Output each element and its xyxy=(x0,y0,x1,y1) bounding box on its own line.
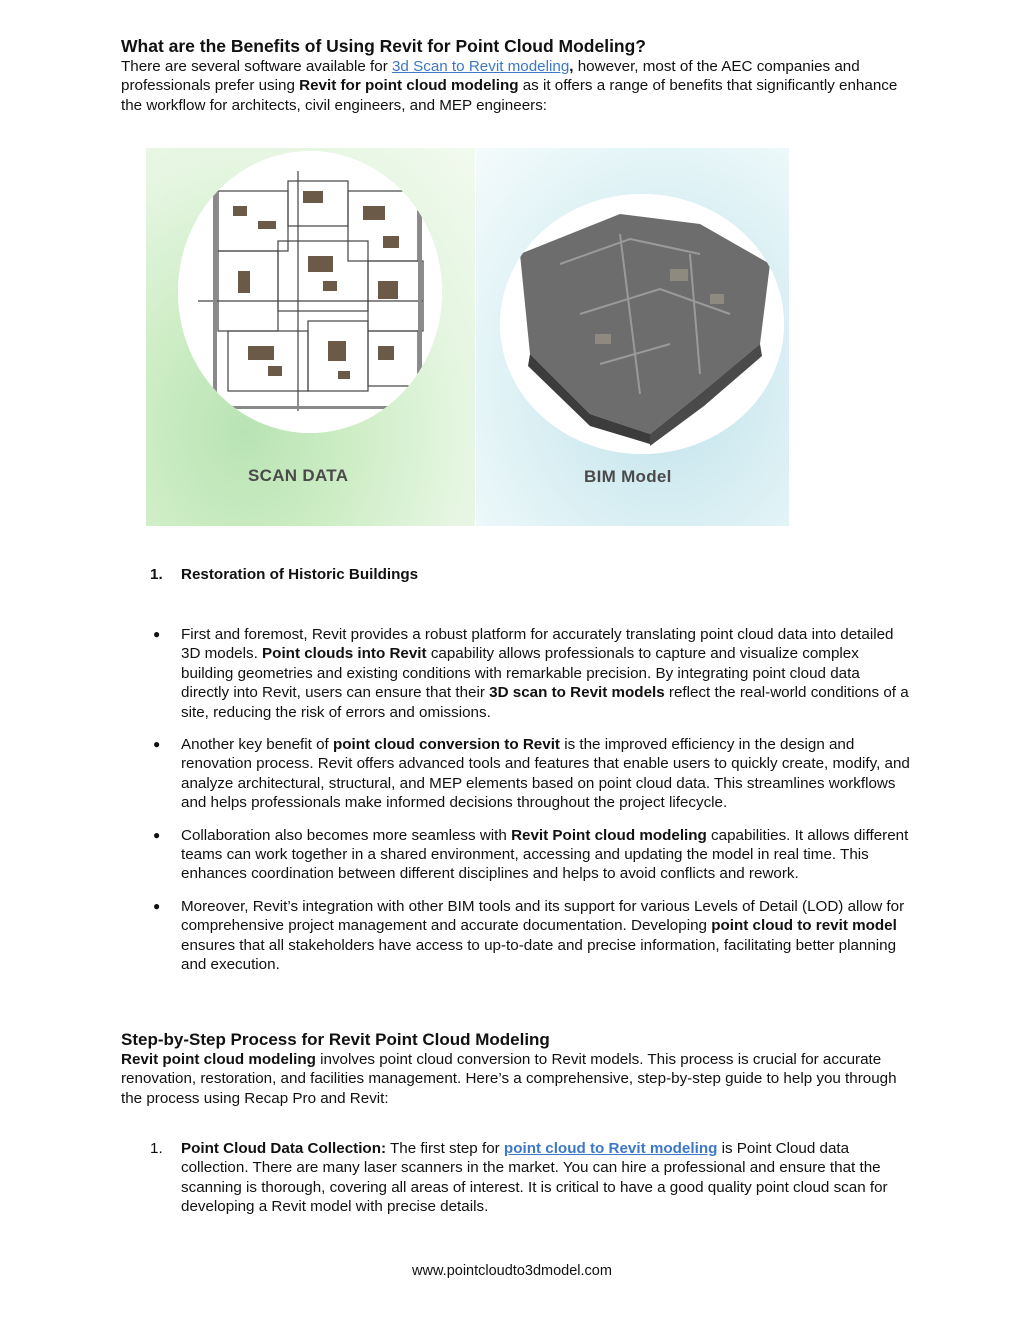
footer-url: www.pointcloudto3dmodel.com xyxy=(412,1263,612,1279)
intro-text-3: as it offers a range of benefits that significantly enhance the workflow for architects, civil engineers, and MEP engineers: xyxy=(121,77,898,114)
bullet-icon: ● xyxy=(153,827,161,842)
bullet-bold: 3D scan to Revit models xyxy=(489,684,665,702)
bim-model-panel xyxy=(476,148,789,526)
point-cloud-to-revit-link[interactable]: point cloud to Revit modeling xyxy=(503,1140,718,1157)
bullet-text: reflect the real-world conditions of a site, reducing the risk of errors and omissions. xyxy=(181,684,909,721)
bullet-bold: point cloud to revit model xyxy=(711,917,897,935)
list-item xyxy=(150,1139,910,1217)
intro-text-1: There are several software available for xyxy=(121,58,392,75)
intro-paragraph xyxy=(121,57,911,115)
bullet-bold: Revit Point cloud modeling xyxy=(511,826,707,844)
scan-data-caption: SCAN DATA xyxy=(248,466,349,485)
bim-model-caption: BIM Model xyxy=(584,467,672,486)
process-intro-text: involves point cloud conversion to Revit models. This process is crucial for accurate renovation, restoration, and facilities management. Here’s a comprehensive, step-by-step guide to help you through the process using Recap Pro and Revit: xyxy=(121,1051,897,1107)
bullet-bold: Point clouds into Revit xyxy=(262,645,427,663)
list-heading-text: Restoration of Historic Buildings xyxy=(181,566,419,583)
scan-data-image xyxy=(178,151,442,433)
intro-bold-term: Revit for point cloud modeling xyxy=(299,77,519,95)
bullet-text: is the improved efficiency in the design and renovation process. Revit offers advanced tools and features that enable users to quickly create, modify, and analyze architectural, structural, and MEP elements based on point cloud data. This streamlines workflows and helps professionals make informed decisions throughout the project lifecycle. xyxy=(181,736,910,812)
bullet-text: First and foremost, Revit provides a robust platform for accurately translating point cloud data into detailed 3D models. xyxy=(181,626,894,663)
list-item xyxy=(150,897,910,975)
step-title: Point Cloud Data Collection: xyxy=(181,1140,387,1157)
list-item xyxy=(150,625,910,722)
list-item xyxy=(150,826,910,884)
page-heading: What are the Benefits of Using Revit for Point Cloud Modeling? xyxy=(121,36,646,56)
process-bold-term: Revit point cloud modeling xyxy=(121,1051,316,1068)
process-section xyxy=(121,1030,911,1108)
bullet-icon: ● xyxy=(153,627,161,641)
bullet-icon: ● xyxy=(153,737,161,752)
process-intro xyxy=(121,1050,911,1108)
scan-to-revit-link[interactable]: 3d Scan to Revit modeling xyxy=(391,58,570,75)
process-heading: Step-by-Step Process for Revit Point Cloud Modeling xyxy=(121,1030,550,1049)
bullet-text: Another key benefit of xyxy=(181,736,333,754)
bullet-text: capability allows professionals to capture and visualize complex building geometries and existing conditions with remarkable precision. By integrating point cloud data directly into Revit, users can ensure that their xyxy=(181,645,860,702)
benefits-list xyxy=(150,625,910,988)
intro-section xyxy=(121,36,911,115)
step-number: 1. xyxy=(150,1140,163,1157)
step-text: The first step for xyxy=(386,1140,504,1157)
bullet-icon: ● xyxy=(153,898,161,913)
bullet-text: Collaboration also becomes more seamless with xyxy=(181,826,512,844)
scan-data-panel xyxy=(146,148,476,526)
bim-model-image xyxy=(500,194,784,454)
bullet-text: ensures that all stakeholders have access to up-to-date and precise information, facilitating better planning and execution. xyxy=(181,936,897,974)
intro-comma: , xyxy=(569,58,574,75)
list-item xyxy=(150,735,910,813)
list-number: 1. xyxy=(150,566,163,583)
bullet-text: Moreover, Revit’s integration with other BIM tools and its support for various Levels of Detail (LOD) allow for comprehensive project management and accurate documentation. Developing xyxy=(181,897,905,935)
process-steps-list xyxy=(150,1139,910,1217)
step-text: is Point Cloud data collection. There are many laser scanners in the market. You can hire a professional and ensure that the scanning is thorough, covering all areas of interest. It is critical to have a good quality point cloud scan for developing a Revit model with precise details. xyxy=(181,1140,888,1216)
bullet-text: capabilities. It allows different teams can work together in a shared environment, accessing and updating the model in real time. This enhances coordination between different disciplines and helps to avoid conflicts and rework. xyxy=(181,826,909,883)
scan-vs-bim-figure xyxy=(146,148,789,526)
bullet-bold: point cloud conversion to Revit xyxy=(332,736,560,754)
intro-text-2: however, most of the AEC companies and professionals prefer using xyxy=(121,58,860,95)
